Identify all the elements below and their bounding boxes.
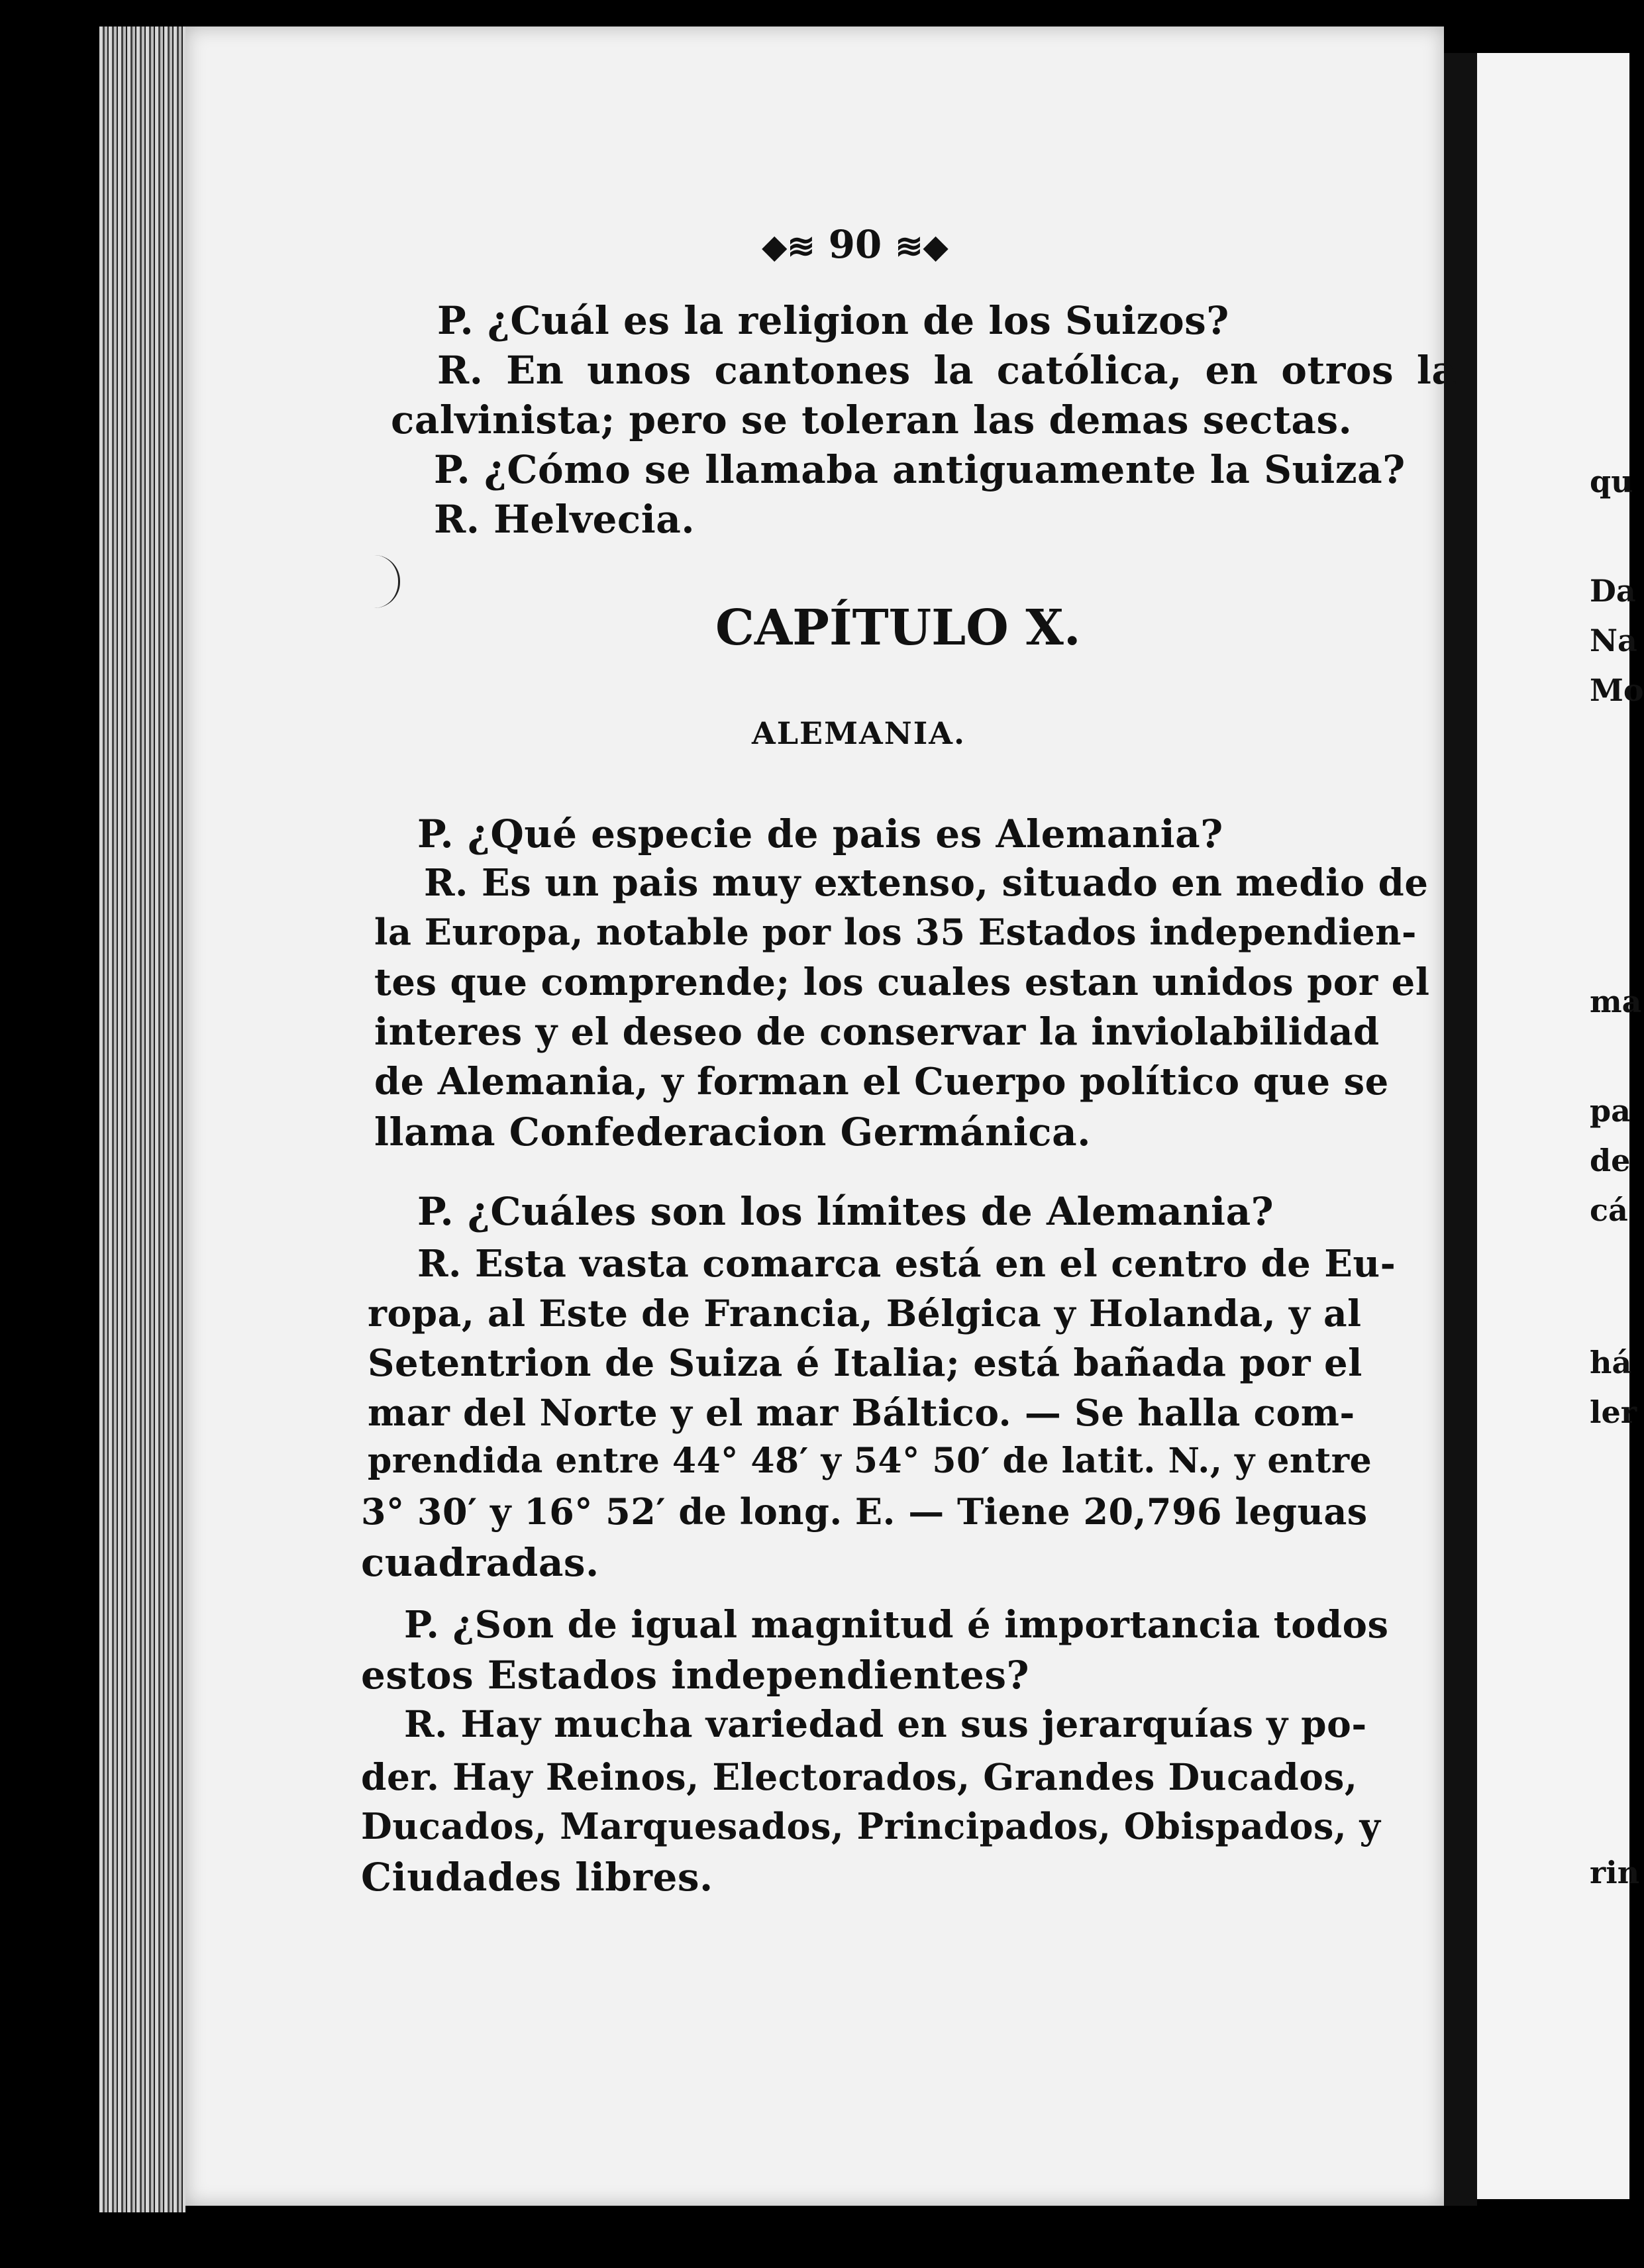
right-page-fragment: Da bbox=[1590, 573, 1636, 609]
ornament-left-icon: ◆≋ bbox=[762, 227, 815, 266]
body-line: la Europa, notable por los 35 Estados independien- bbox=[374, 911, 1417, 953]
right-page-fragment: Mo bbox=[1590, 672, 1644, 708]
body-line: llama Confederacion Germánica. bbox=[374, 1109, 1091, 1155]
intro-line: R. En unos cantones la católica, en otros la bbox=[437, 348, 1457, 393]
right-page-fragment: cá bbox=[1590, 1192, 1628, 1228]
chapter-title: CAPÍTULO X. bbox=[715, 599, 1081, 656]
page-number: 90 bbox=[828, 222, 882, 267]
right-page-fragment: ler bbox=[1590, 1394, 1637, 1430]
body-line: interes y el deseo de conservar la inviolabilidad bbox=[374, 1010, 1380, 1054]
intro-line: P. ¿Cómo se llamaba antiguamente la Suiza? bbox=[434, 447, 1406, 492]
body-line: de Alemania, y forman el Cuerpo político que se bbox=[374, 1060, 1389, 1104]
body-line: tes que comprende; los cuales estan unidos por el bbox=[374, 960, 1430, 1004]
body-line: cuadradas. bbox=[361, 1540, 599, 1585]
right-page-fragment: Na bbox=[1590, 623, 1637, 658]
right-page-fragment: de bbox=[1590, 1143, 1631, 1178]
body-line: Ducados, Marquesados, Principados, Obispados, y bbox=[361, 1805, 1381, 1847]
body-line: R. Esta vasta comarca está en el centro de Eu- bbox=[417, 1242, 1396, 1286]
intro-line: P. ¿Cuál es la religion de los Suizos? bbox=[437, 298, 1229, 343]
body-line: ropa, al Este de Francia, Bélgica y Holanda, y al bbox=[368, 1292, 1362, 1335]
body-line: P. ¿Cuáles son los límites de Alemania? bbox=[417, 1189, 1274, 1234]
body-line: R. Es un pais muy extenso, situado en medio de bbox=[424, 861, 1429, 905]
book-page-edge bbox=[99, 26, 185, 2212]
body-line: P. ¿Son de igual magnitud é importancia todos bbox=[404, 1603, 1389, 1647]
body-line: estos Estados independientes? bbox=[361, 1653, 1029, 1698]
right-page-fragment: há bbox=[1590, 1345, 1632, 1380]
right-page-fragment: ma bbox=[1590, 984, 1642, 1019]
body-line: Ciudades libres. bbox=[361, 1855, 713, 1900]
right-page-fragment: rin bbox=[1590, 1855, 1640, 1890]
body-line: P. ¿Qué especie de pais es Alemania? bbox=[417, 811, 1223, 856]
body-line: prendida entre 44° 48′ y 54° 50′ de latit. N., y entre bbox=[368, 1441, 1372, 1481]
right-page-fragment: qu bbox=[1590, 464, 1633, 499]
page-header bbox=[762, 222, 949, 267]
section-title: ALEMANIA. bbox=[752, 715, 966, 751]
right-page-fragment: pa bbox=[1590, 1093, 1631, 1129]
ornament-right-icon: ≋◆ bbox=[895, 227, 949, 266]
body-line: mar del Norte y el mar Báltico. — Se halla com- bbox=[368, 1391, 1355, 1434]
intro-line: calvinista; pero se toleran las demas sectas. bbox=[391, 397, 1353, 442]
body-line: 3° 30′ y 16° 52′ de long. E. — Tiene 20,796 leguas bbox=[361, 1490, 1368, 1533]
body-line: der. Hay Reinos, Electorados, Grandes Ducados, bbox=[361, 1755, 1358, 1798]
body-line: Setentrion de Suiza é Italia; está bañada por el bbox=[368, 1341, 1362, 1385]
intro-line: R. Helvecia. bbox=[434, 497, 695, 542]
body-line: R. Hay mucha variedad en sus jerarquías y po- bbox=[404, 1702, 1367, 1745]
